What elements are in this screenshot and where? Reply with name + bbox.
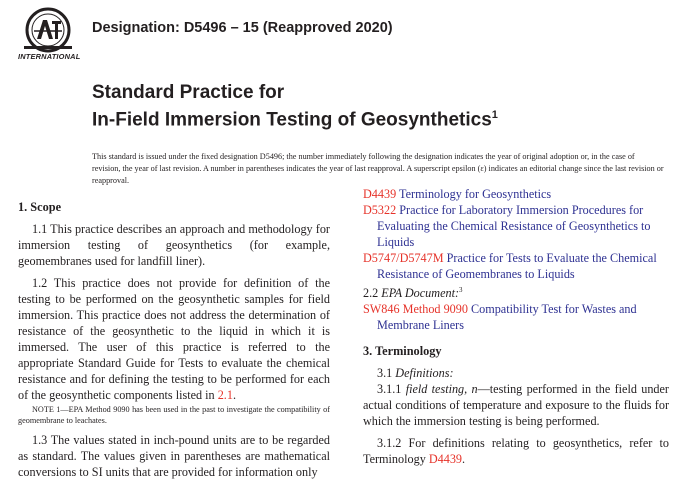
ref-d5747 [363,250,669,282]
note-1: NOTE 1—EPA Method 9090 has been used in the past to investigate the compatibility of geomembrane to leachates. [18,405,330,425]
document-title [92,82,498,131]
title-footnote-mark: 1 [491,109,498,121]
paragraph-3-1-1: 3.1.1 field testing, n—testing performed in the field under actual conditions of temperature and exposure to the fluids for which the immersion testing is being performed. [363,382,669,429]
paragraph-1-3: 1.3 The values stated in inch-pound units are to be regarded as standard. The values given in parentheses are mathematical conversions to SI units that are provided for information only [18,433,330,479]
ref-d5322 [363,202,669,250]
ref-title-sw846[interactable]: Compatibility Test for Wastes and Membrane Liners [377,302,637,333]
title-line-1: Standard Practice for [92,82,285,103]
ref-d4439 [363,186,669,202]
ref-title-d5322[interactable]: Practice for Laboratory Immersion Procedures for Evaluating the Chemical Resistance of Geosynthetics to Liquids [377,203,651,249]
designation: Designation: D5496 – 15 (Reapproved 2020) [92,20,393,36]
ref-code-d5322[interactable]: D5322 [363,203,397,217]
paragraph-3-1-2: 3.1.2 For definitions relating to geosynthetics, refer to Terminology D4439. [363,436,669,467]
ref-title-d5747[interactable]: Practice for Tests to Evaluate the Chemical Resistance of Geomembranes to Liquids [377,251,657,281]
right-column [363,186,669,467]
ref-code-d4439[interactable]: D4439 [363,187,397,201]
ref-code-sw846[interactable]: SW846 Method 9090 [363,302,468,317]
scope-heading: 1. Scope [18,200,62,214]
epa-document-label: 2.2 EPA Document:$^3$ [363,286,463,301]
title-line-2: In-Field Immersion Testing of Geosynthetics$^1$ [92,109,498,131]
ref-sw846 [363,301,669,333]
logo-international-text: INTERNATIONAL [18,52,81,61]
paragraph-1-1: 1.1 This practice describes an approach and methodology for immersion testing of geosynthetics (for example, geomembranes used for landfill liner). [18,222,330,268]
ref-title-d4439[interactable]: Terminology for Geosynthetics [396,187,552,201]
link-2-1[interactable]: 2.1 [217,388,233,402]
link-d4439[interactable]: D4439 [428,452,463,467]
paragraph-1-2: 1.2 This practice does not provide for definition of the testing to be performed on the geosynthetic samples for field immersion. This practice does not address the determination of resistance of the geosynthetic to the liquid in which it is immersed. The user of this practice is referred to the appropriate Standard Guide for Tests to evaluate the chemical resistance and for defining the testing to be performed for each of the geosynthetic components listed in 2.1. [18,276,330,402]
paragraph-3-1: 3.1 Definitions: [377,366,454,381]
terminology-heading: 3. Terminology [363,344,442,359]
issuance-note: This standard is issued under the fixed designation D5496; the number immediately following the designation indicates the year of original adoption or, in the case of revision, the year of last revision. A number in parentheses indicates the year of last reapproval. A superscript epsilon (ε) indicates an editorial change since the last revision or reapproval. [92,152,664,185]
left-column [18,199,330,480]
ref-code-d5747[interactable]: D5747/D5747M [363,251,444,265]
